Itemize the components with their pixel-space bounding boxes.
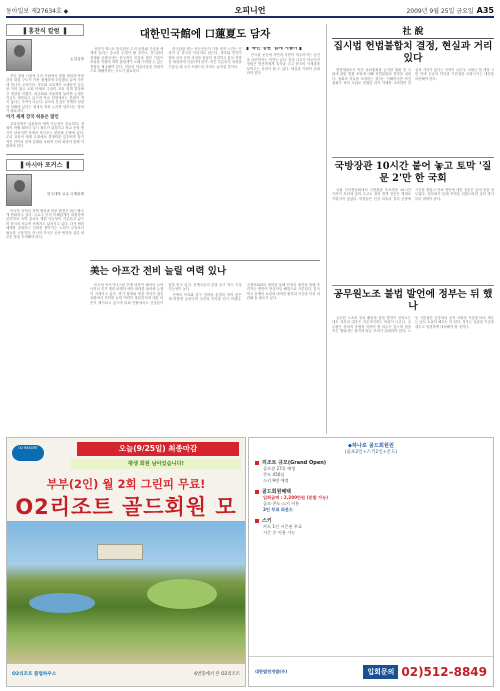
section-ski: 스키 [255, 517, 487, 524]
promo-deadline-banner: 오늘(9/25일) 최종마감 [77, 442, 239, 456]
article-subhead: ▌'목련 정원' 함께 지을까▐ [246, 47, 302, 51]
ad-title: O2리조트 골드회원 모 [15, 495, 237, 519]
paragraph: 헌법재판소가 야간 옥외집회를 금지한 집회 및 시위에 관한 법률 조항에 대해 헌법불합치 결정을 내렸다. 집회의 자유를 보장하는 취지는 이해하지만 야간 집회가 폭력 시위로 번졌던 과거 사례를 고려하면 현실과 거리가 있다는 지적이 나온다. 국회는 법 개정 시한 안에 공공의 안녕과 기본권을 조화시키는 대안을 마련해야 한다. [332, 68, 494, 86]
author-title-2: 한국대학 교수 국제관계 [47, 191, 84, 196]
column-kicker: ▌홍찬식 칼럼 ▐ [6, 24, 84, 36]
phone-label: 입회문의 [363, 665, 398, 679]
article-headline: 대한민국館에 口蓮夏도 담자 [139, 28, 271, 40]
editorial-body-3 [332, 316, 494, 426]
paragraph: 전시관 곳곳에 자연과 사람이 어우러지는 공간을 마련하자는 의견도 있다. 꽃과 나무가 어우러진 정원은 방문객에게 휴식을 주고 한국의 사계절을 보여주는 상징이 될 수 있다. 세심한 기획이 뒤따라야 한다. [246, 53, 320, 76]
phone-number[interactable]: 02)512-8849 [401, 664, 487, 679]
author-title: 논설실장 [70, 57, 84, 61]
list-item: 시즌 중 이용 가능 [263, 530, 296, 535]
column-body-2 [6, 209, 84, 241]
article-middle-bottom [90, 264, 320, 434]
resort-aerial-image [7, 521, 245, 664]
ad-headline: 부부(2인) 월 2회 그린피 무료! [46, 477, 206, 491]
page-number: A35 [476, 5, 494, 15]
list-item: 콘도 450실 [263, 472, 285, 477]
section-title: 오피니언 [234, 4, 266, 15]
article-body [90, 47, 320, 255]
list-item: 2인 무료 라운드 [263, 507, 294, 512]
bullet-square-icon [255, 461, 259, 465]
section-resort-scale: 리조트 규모(Grand Open) [255, 459, 487, 466]
article-headline-2: 美는 아프간 전비 늘릴 여력 있나 [90, 266, 227, 277]
golf-green [147, 579, 217, 609]
article-body-2 [90, 283, 320, 433]
promo-subtitle: 평생 회원 남아있습니다! [71, 459, 241, 469]
ad-contact-bar [249, 656, 493, 686]
paragraph: 지난 정권 시절에 우리 사회에서 집권 세력과 야당 간의 대결 구도가 가장 첨예하게 부딪쳤던 분야 가운데 하나가 교육이다. 정부와 교육계가 오랫동안 갈등을 이어 왔고 교원 단체의 주장이 교육 정책 결정에 큰 영향을 미쳤다. 평준화와 자율화를 둘러싼 논쟁은 지금도 계속되고 있으며 학교 현장에서는 혼란이 적지 않다는 지적이 나온다. 교육의 본질은 학생의 성장과 미래에 있다는 점에서 정치 논리를 넘어서는 합의가 필요하다. [6, 74, 84, 114]
section-gold-benefits: 골드회원혜택 [255, 488, 487, 495]
editorial-column [326, 24, 494, 434]
divider [90, 260, 320, 261]
article-middle-top [90, 24, 320, 258]
resort-logo: O2 RESORT [12, 445, 44, 461]
issue-date: 2009년 9월 25일 금요일 A35 [406, 5, 494, 15]
paragraph: 미국의 아프가니스탄 전쟁 비용이 해마다 늘어나면서 추가 병력 파병과 예산 확대를 둘러싼 논쟁이 거세지고 있다. 경기 침체와 재정 적자가 겹친 상황에서 전비를 늘릴 여력이 충분한지에 대한 의문이 제기되고 있으며 의회 안팎에서도 신중론이 힘을 얻고 있다. 동맹국들의 분담 요구 역시 커질 가능성이 높다. [90, 283, 242, 305]
list-item: 골프·콘도·스키 이용 [263, 501, 300, 506]
editorial-label: 社 說 [332, 24, 494, 39]
author-row [6, 39, 84, 71]
editorial-headline-2: 국방장관 10시간 붙어 놓고 토막 '질문 2'만 한 국회 [334, 161, 492, 184]
ad-footer [7, 662, 245, 686]
paragraph: 국회 인사청문회에서 국방장관 후보자를 10시간 가까이 자리에 앉혀 두고도 정작 정책 검증은 제대로 이뤄지지 않았다. 의원들은 신상 의혹과 정치 공방에 시간을 쏟았고 안보 현안에 대한 질문은 손에 꼽을 정도였다. 청문회가 본래 목적을 되찾으려면 질의 방식부터 바꿔야 한다. [332, 188, 494, 201]
company-name: 대한발전개발(주) [255, 668, 288, 674]
list-item: 스키 9면 예정 [263, 478, 289, 483]
column-left [6, 24, 84, 434]
editorial-body-1 [332, 68, 494, 154]
list-item: 골프장 27홀 예정 [263, 466, 296, 471]
editorial-headline-3: 공무원노조 불법 발언에 정부는 뒤 했나 [333, 289, 493, 312]
paragraph: 아시아 지역의 경제 협력과 안보 환경은 최근 빠르게 변화하고 있다. 주요국 간의 이해관계가 복잡하게 얽히면서 지역 질서의 재편 가능성이 거론되고 있으며 한국의 외교적 선택지도 넓어지고 있다. 다자 협력 체제를 강화하고 신뢰를 쌓아가는 노력이 무엇보다 필요한 시점이다. 아시아 각국은 공동 번영을 위한 새로운 틀을 모색해야 한다. [6, 208, 84, 239]
masthead [6, 4, 494, 18]
paragraph: 한국관을 찾는 외국인들이 가장 먼저 느끼는 인상이 곧 한국의 이미지로 남는다. 정부와 민간이 힘을 모아 준비 과정을 꼼꼼히 점검하고 홍보 전략을 세밀하게 다듬어야 한다. 작은 부분까지 정성을 기울일 때 국가 브랜드의 가치도 높아질 것이다. [168, 47, 242, 69]
author-photo-2 [6, 174, 32, 206]
paper-info: 동아일보 제27634호 ◆ [6, 7, 69, 15]
membership-brand: ◆하나로 골드회원권 [348, 443, 394, 449]
image-note: 6번홀에서 본 O2리조트 [194, 672, 240, 677]
editorial-headline-1: 집시법 헌법불합치 결정, 현실과 거리 있다 [333, 41, 493, 64]
pond [29, 593, 95, 613]
divider [6, 154, 84, 155]
list-item: 입회금액 : 2,200만원 (분할 가능) [263, 495, 329, 500]
editorial-body-2 [332, 188, 494, 282]
clubhouse-building [97, 544, 143, 560]
membership-advertisement[interactable] [248, 437, 494, 687]
paragraph: 공무원 노조의 정치 활동과 불법 발언이 잇따르는데도 정부의 대응은 미온적이라는 비판이 나온다. 공무원은 정치적 중립을 지켜야 할 의무가 있으며 법을 어긴 행위에는 원칙에 따른 조치가 뒤따라야 한다. 노동 기본권은 존중하되 공직 사회의 기강을 바로 세우는 일도 소홀히 해서는 안 된다. 정부는 일관된 기준을 세우고 엄정하게 대처해야 할 것이다. [332, 316, 494, 334]
membership-brand-sub: (골프2인+스키2인+콘도) [344, 450, 398, 455]
list-item: 카드 1인 시즌권 무료 [263, 524, 303, 529]
column-subhead: 이기 세계 강국 허용은 말인 [6, 114, 59, 120]
author-row-2 [6, 174, 84, 206]
divider [332, 285, 494, 286]
paragraph: 상하이 엑스포 한국관은 우리 문화와 기술을 세계에 알리는 중요한 무대가 될 것이다. 전시관의 설계와 콘텐츠에는 한국적인 미감과 첨단 기술이 조화를 이뤄야 하며 관람객이 오래 기억할 수 있는 경험을 제공해야 한다. 전통의 아름다움을 현대적으로 재해석하는 시도가 필요하다. [90, 47, 164, 74]
image-caption: O2리조트 클럽하우스 [12, 672, 57, 677]
paragraph: 교육정책은 일관성과 예측 가능성이 중요하다. 정권이 바뀔 때마다 입시 제도가 뒤집히고 학교 운영 방식이 달라지면 학생과 학부모는 불안할 수밖에 없다. 우리 교육이 세계 무대에서 경쟁력을 갖추려면 장기적인 안목의 정책 설계와 사회적 신뢰 회복이 함께 이뤄져야 한다. [6, 122, 84, 149]
bullet-square-icon [255, 519, 259, 523]
divider [332, 157, 494, 158]
paragraph: 전쟁의 목표와 출구 전략을 분명히 하지 않은 채 비용만 늘린다면 국민의 지지를 얻기 어렵다. 국제사회와의 협력을 통해 안정과 재건을 함께 추진하는 방안이 현실적인 해법으로 거론된다. 한국 역시 동맹의 요청에 대비한 원칙과 기준을 미리 마련해 둘 필요가 있다. [168, 283, 320, 302]
bullet-square-icon [255, 490, 259, 494]
column-body [6, 74, 84, 150]
author-photo [6, 39, 32, 71]
column-kicker-2: ▌아시아 포커스 ▐ [6, 159, 84, 171]
resort-advertisement[interactable] [6, 437, 246, 687]
